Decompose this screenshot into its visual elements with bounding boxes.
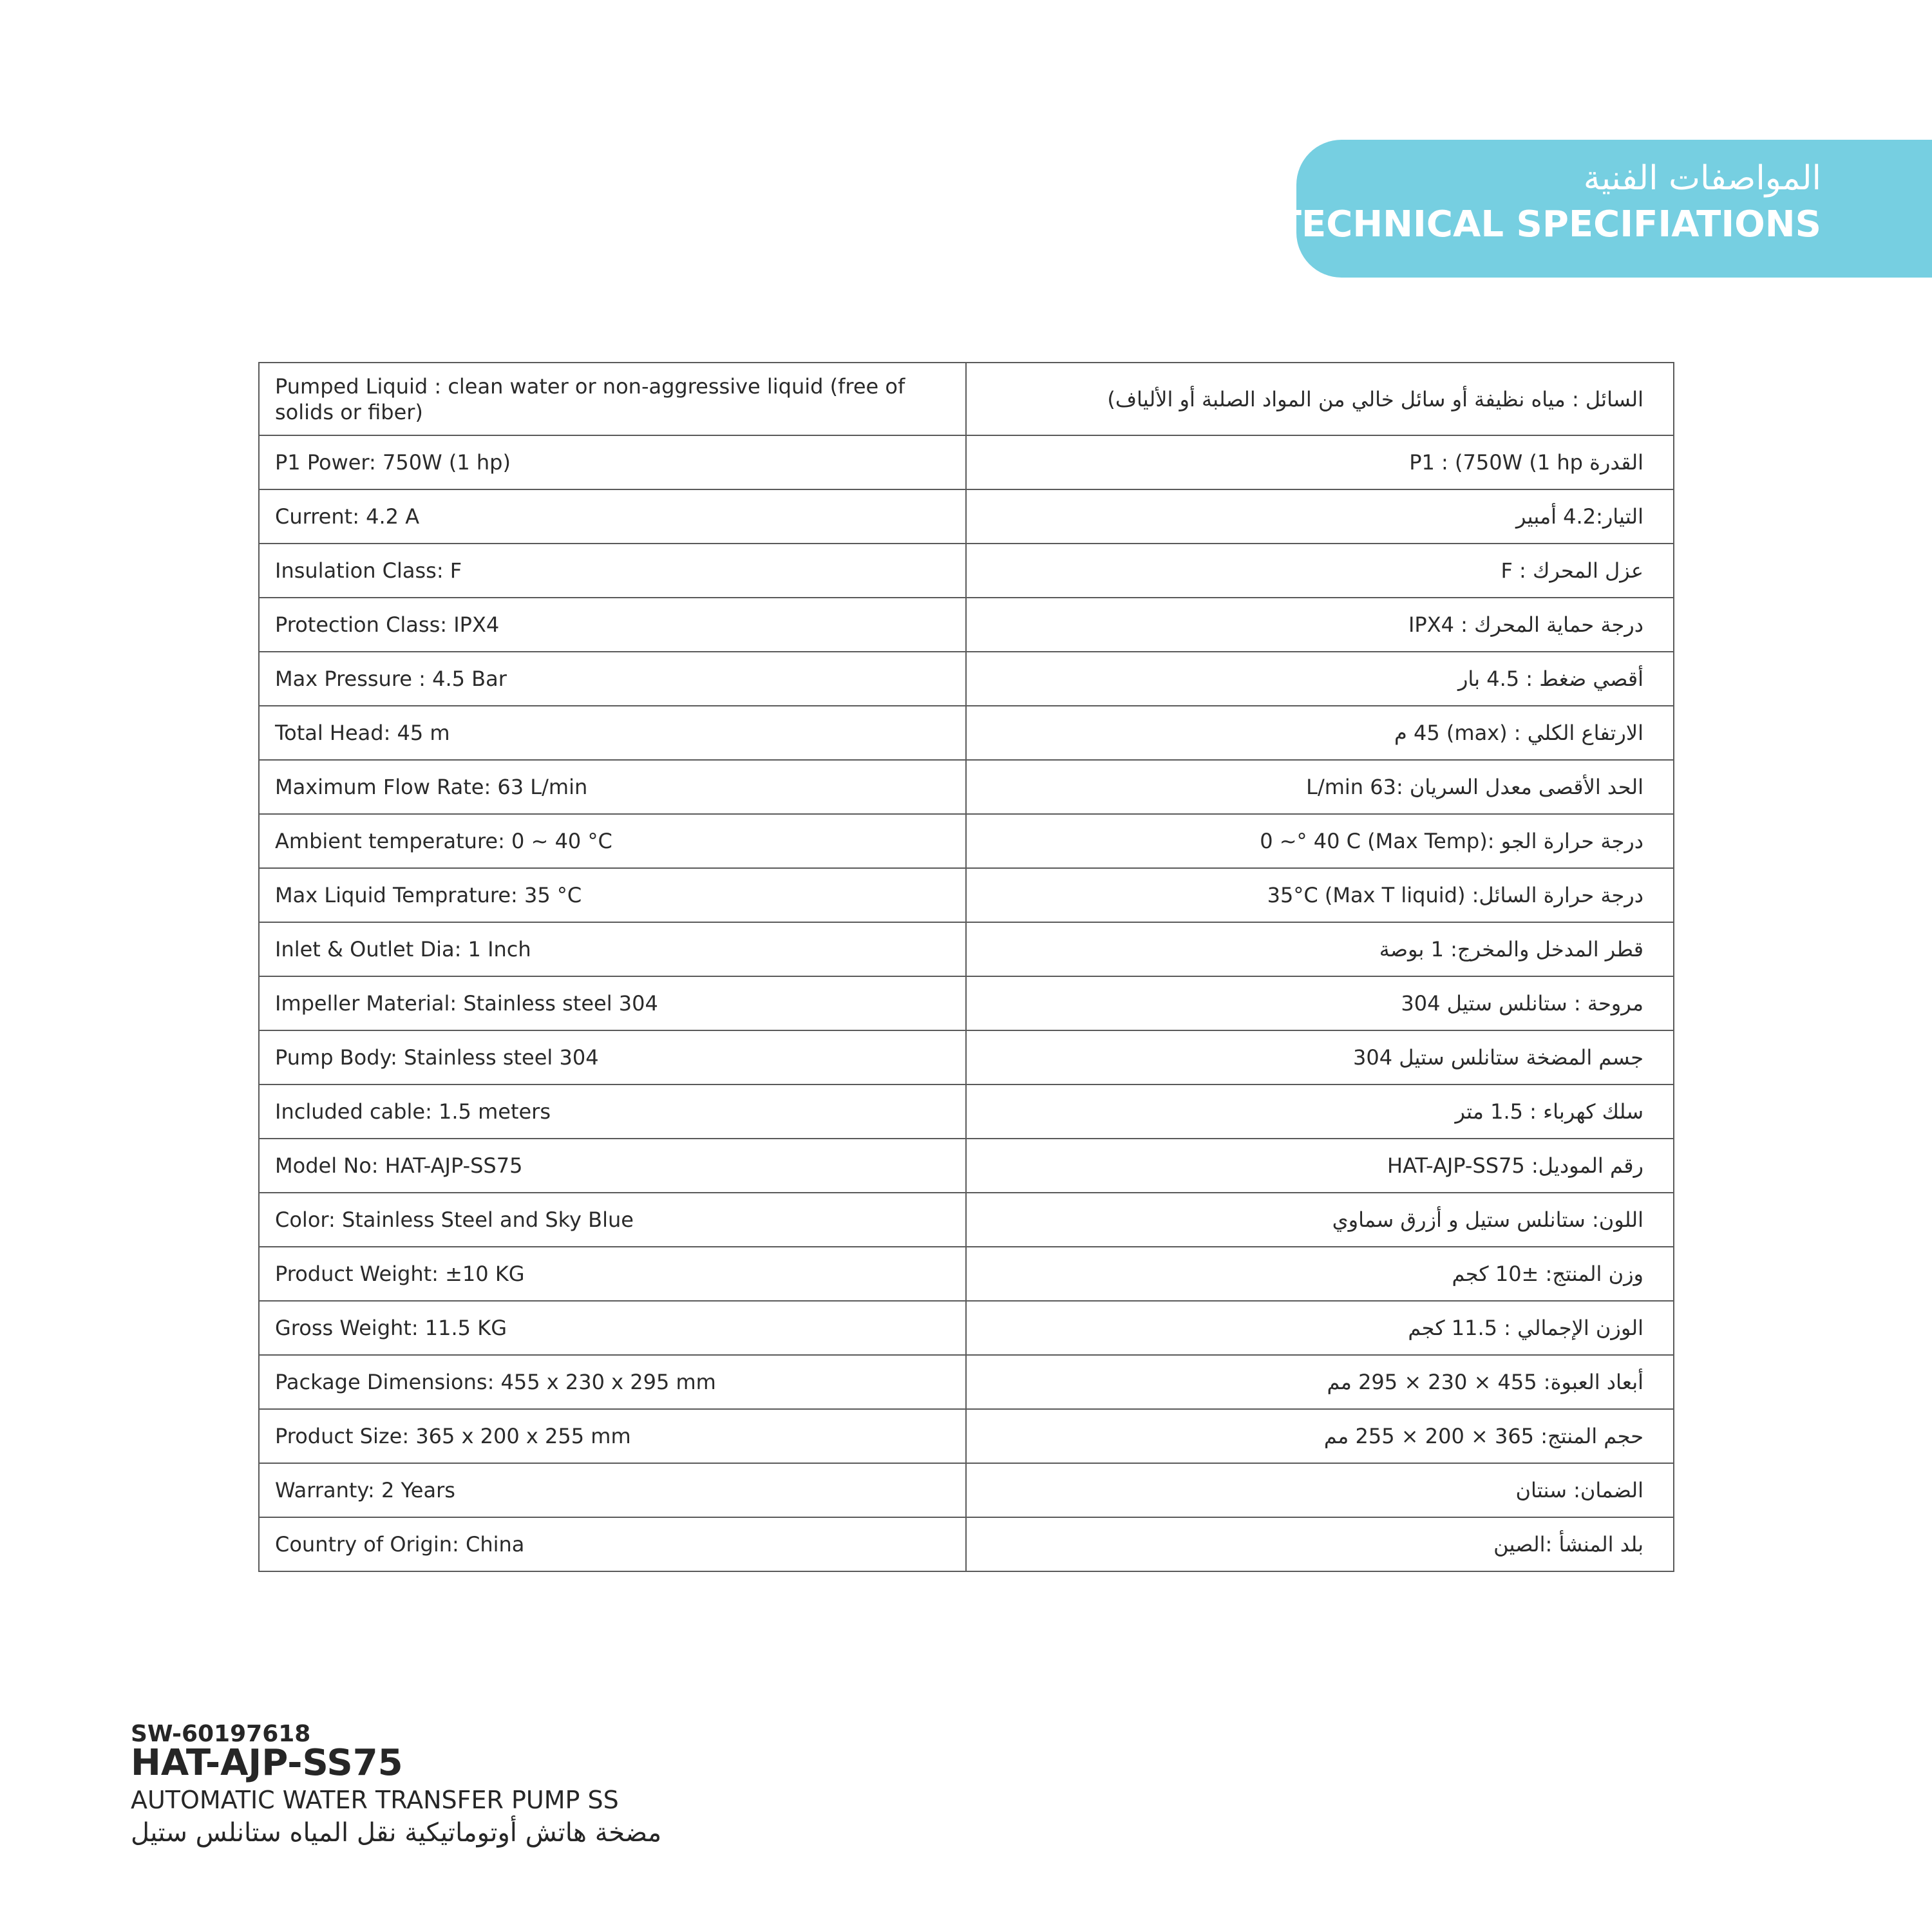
spec-arabic: قطر المدخل والمخرج: 1 بوصة [966,922,1674,976]
header-banner [1276,140,1932,278]
spec-row-max-pressure [259,652,1674,706]
product-name-arabic: مضخة هاتش أوتوماتيكية نقل المياه ستانلس ستيل [131,1818,662,1848]
spec-arabic: القدرة P1 : (750W (1 hp [966,435,1674,489]
spec-english: Product Weight: ±10 KG [259,1247,966,1301]
spec-arabic: سلك كهرباء : 1.5 متر [966,1084,1674,1139]
spec-row-package-dimensions [259,1355,1674,1409]
spec-row-warranty [259,1463,1674,1517]
spec-row-liquid-temp [259,868,1674,922]
spec-row-pumped-liquid [259,363,1674,435]
spec-arabic: السائل : مياه نظيفة أو سائل خالي من المواد الصلبة أو الألياف) [966,363,1674,435]
spec-english: Warranty: 2 Years [259,1463,966,1517]
spec-english: Max Liquid Temprature: 35 °C [259,868,966,922]
spec-row-current [259,489,1674,544]
spec-english: Color: Stainless Steel and Sky Blue [259,1193,966,1247]
product-name-english: AUTOMATIC WATER TRANSFER PUMP SS [131,1786,619,1814]
spec-english: Package Dimensions: 455 x 230 x 295 mm [259,1355,966,1409]
sku-code: SW-60197618 [131,1721,311,1747]
spec-arabic: جسم المضخة ستانلس ستيل 304 [966,1030,1674,1084]
spec-arabic: رقم الموديل: HAT-AJP-SS75 [966,1139,1674,1193]
spec-row-country-of-origin [259,1517,1674,1571]
spec-row-protection [259,598,1674,652]
spec-arabic: الضمان: سنتان [966,1463,1674,1517]
spec-english: Current: 4.2 A [259,489,966,544]
spec-row-gross-weight [259,1301,1674,1355]
spec-english: Inlet & Outlet Dia: 1 Inch [259,922,966,976]
spec-arabic: درجة حماية المحرك : IPX4 [966,598,1674,652]
header-title-english: TECHNICAL SPECIFIATIONS [1276,204,1821,245]
spec-row-flow-rate [259,760,1674,814]
spec-arabic: حجم المنتج: 365 × 200 × 255 مم [966,1409,1674,1463]
spec-row-cable [259,1084,1674,1139]
spec-row-product-size [259,1409,1674,1463]
spec-row-product-weight [259,1247,1674,1301]
spec-english: P1 Power: 750W (1 hp) [259,435,966,489]
spec-english: Protection Class: IPX4 [259,598,966,652]
spec-english: Impeller Material: Stainless steel 304 [259,976,966,1030]
spec-row-ambient-temp [259,814,1674,868]
spec-row-impeller [259,976,1674,1030]
spec-english: Product Size: 365 x 200 x 255 mm [259,1409,966,1463]
specifications-table [258,362,1674,1572]
header-title-arabic: المواصفات الفنية [1583,159,1821,198]
spec-row-color [259,1193,1674,1247]
spec-english: Model No: HAT-AJP-SS75 [259,1139,966,1193]
spec-arabic: الحد الأقصى معدل السريان :L/min 63 [966,760,1674,814]
spec-row-pump-body [259,1030,1674,1084]
model-number: HAT-AJP-SS75 [131,1742,403,1784]
spec-row-power [259,435,1674,489]
spec-arabic: درجة حرارة السائل: (Max T liquid) 35°C [966,868,1674,922]
spec-arabic: الارتفاع الكلي : (max) 45 م [966,706,1674,760]
spec-arabic: التيار:4.2 أمبير [966,489,1674,544]
spec-english: Gross Weight: 11.5 KG [259,1301,966,1355]
spec-arabic: مروحة : ستانلس ستيل 304 [966,976,1674,1030]
spec-arabic: الوزن الإجمالي : 11.5 كجم [966,1301,1674,1355]
spec-english: Pumped Liquid : clean water or non-aggressive liquid (free of solids or fiber) [259,363,966,435]
spec-row-inlet-outlet [259,922,1674,976]
spec-arabic: درجة حرارة الجو :(Max Temp) 0 ~° 40 C [966,814,1674,868]
spec-row-model [259,1139,1674,1193]
spec-english: Total Head: 45 m [259,706,966,760]
spec-arabic: أقصي ضغط : 4.5 بار [966,652,1674,706]
spec-english: Included cable: 1.5 meters [259,1084,966,1139]
spec-arabic: وزن المنتج: ±10 كجم [966,1247,1674,1301]
spec-english: Country of Origin: China [259,1517,966,1571]
product-footer [131,1721,1032,1850]
spec-english: Maximum Flow Rate: 63 L/min [259,760,966,814]
spec-row-total-head [259,706,1674,760]
spec-arabic: اللون: ستانلس ستيل و أزرق سماوي [966,1193,1674,1247]
spec-arabic: بلد المنشأ :الصين [966,1517,1674,1571]
spec-english: Ambient temperature: 0 ~ 40 °C [259,814,966,868]
spec-arabic: عزل المحرك : F [966,544,1674,598]
spec-english: Max Pressure : 4.5 Bar [259,652,966,706]
spec-row-insulation [259,544,1674,598]
spec-english: Insulation Class: F [259,544,966,598]
spec-arabic: أبعاد العبوة: 455 × 230 × 295 مم [966,1355,1674,1409]
spec-english: Pump Body: Stainless steel 304 [259,1030,966,1084]
